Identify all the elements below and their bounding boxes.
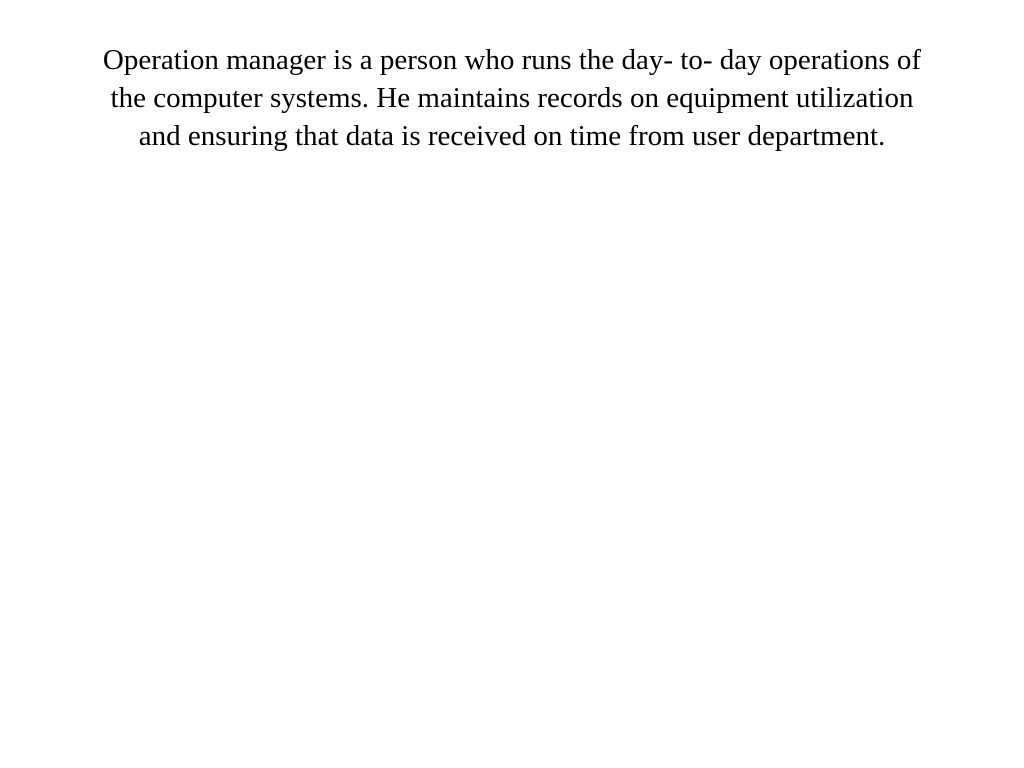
- body-paragraph: [40, 41, 984, 155]
- body-text-line-1: Operation manager is a person who runs the day- to- day operations of: [102, 44, 922, 76]
- body-text-line-3: and ensuring that data is received on time from user department.: [138, 120, 886, 152]
- body-text-line-2: the computer systems. He maintains records on equipment utilization: [110, 82, 914, 114]
